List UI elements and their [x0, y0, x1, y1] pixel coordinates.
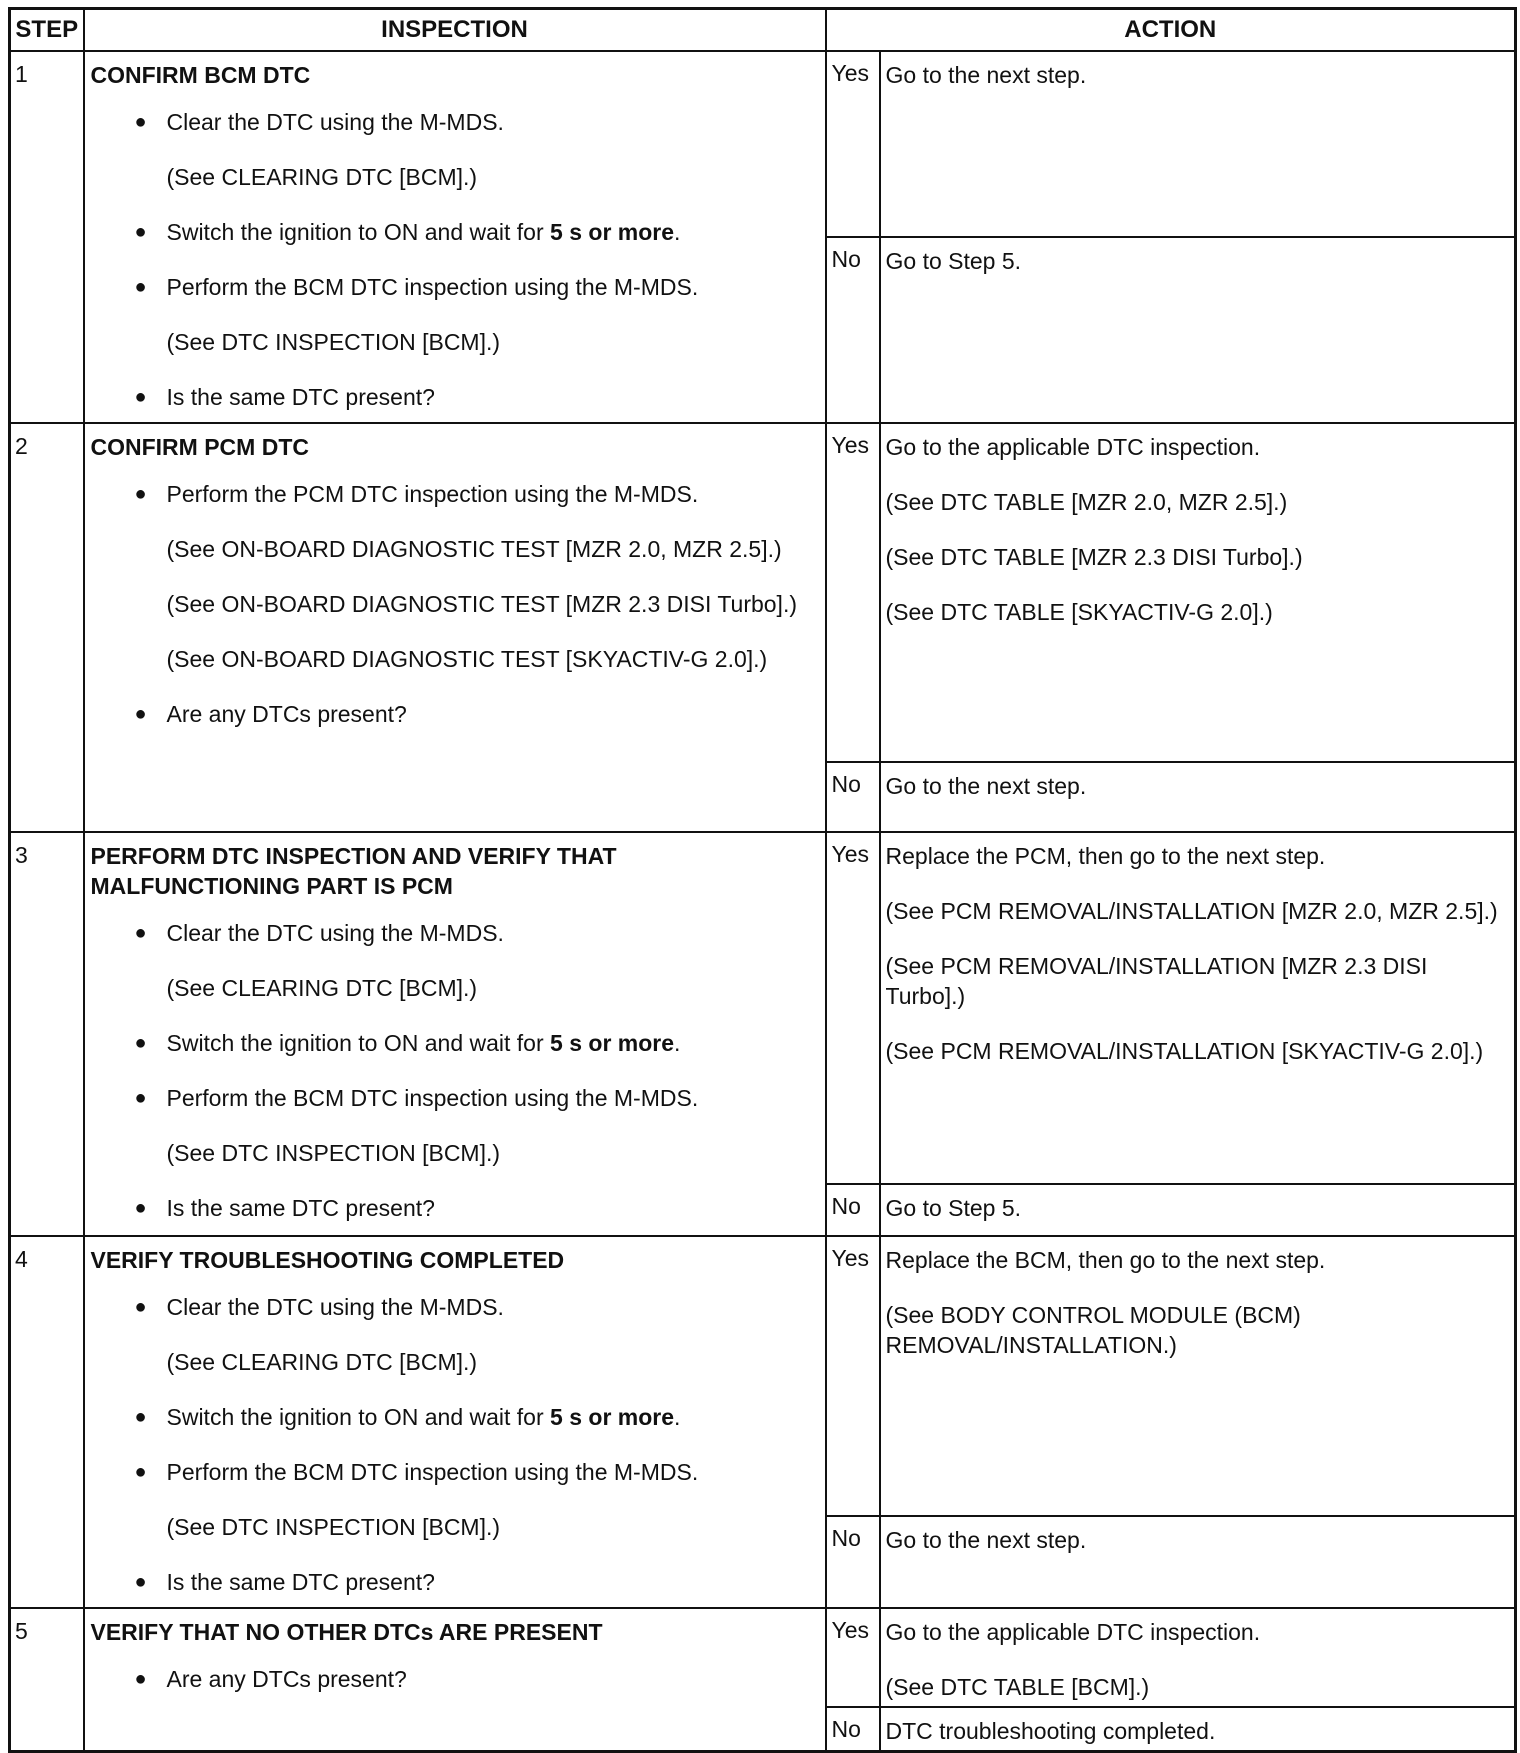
reference-item: [167, 162, 817, 192]
yes-action-cell: [880, 1236, 1516, 1516]
bullet-item: [167, 1457, 817, 1487]
header-row: [10, 9, 1516, 52]
inspection-cell: [84, 51, 826, 423]
header-step: STEP: [10, 9, 84, 52]
bullet-item: [167, 1292, 817, 1322]
action-line: Go to Step 5.: [885, 1195, 1022, 1221]
action-line: Go to the next step.: [885, 62, 1087, 88]
action-line: (See PCM REMOVAL/INSTALLATION [MZR 2.0, MZR 2.5].): [885, 898, 1498, 924]
step-title: VERIFY TROUBLESHOOTING COMPLETED: [90, 1247, 565, 1273]
table-body: [10, 51, 1516, 1752]
step-number: 3: [10, 832, 84, 1236]
reference-item: [167, 589, 817, 619]
step-title: CONFIRM BCM DTC: [90, 62, 311, 88]
item-text: Are any DTCs present?: [166, 701, 407, 727]
item-text: Is the same DTC present?: [166, 1195, 435, 1221]
bullet-item: [167, 1193, 817, 1223]
no-label: No: [826, 762, 880, 832]
reference-item: [167, 973, 817, 1003]
bullet-item: [167, 479, 817, 509]
action-line: (See DTC TABLE [SKYACTIV-G 2.0].): [885, 599, 1273, 625]
no-label: No: [826, 237, 880, 423]
table-row: [10, 1236, 1516, 1516]
reference-item: [167, 1138, 817, 1168]
bullet-item: [167, 1028, 817, 1058]
action-line: (See DTC TABLE [MZR 2.3 DISI Turbo].): [885, 544, 1303, 570]
item-text: Is the same DTC present?: [166, 1569, 435, 1595]
item-emphasis: 5 s or more: [550, 1030, 675, 1056]
action-line: Go to the next step.: [885, 773, 1087, 799]
yes-label: Yes: [826, 832, 880, 1184]
dtc-troubleshooting-table: [8, 7, 1517, 1753]
action-line: (See DTC TABLE [MZR 2.0, MZR 2.5].): [885, 489, 1288, 515]
bullet-item: [167, 382, 817, 412]
bullet-item: [167, 1083, 817, 1113]
bullet-item: [167, 1402, 817, 1432]
bullet-item: [167, 272, 817, 302]
step-title: PERFORM DTC INSPECTION AND VERIFY THAT MALFUNCTIONING PART IS PCM: [90, 843, 617, 899]
action-line: (See PCM REMOVAL/INSTALLATION [MZR 2.3 DISI Turbo].): [885, 953, 1428, 1009]
item-text: (See DTC INSPECTION [BCM].): [166, 1514, 501, 1540]
inspection-cell: [84, 1608, 826, 1752]
step-number: 4: [10, 1236, 84, 1608]
item-emphasis: 5 s or more: [550, 1404, 675, 1430]
reference-item: [167, 1512, 817, 1542]
bullet-item: [167, 1664, 817, 1694]
item-emphasis: 5 s or more: [550, 219, 675, 245]
action-line: DTC troubleshooting completed.: [885, 1718, 1216, 1744]
bullet-item: [167, 918, 817, 948]
reference-item: [167, 534, 817, 564]
no-action-cell: [880, 762, 1516, 832]
item-text: (See ON-BOARD DIAGNOSTIC TEST [MZR 2.3 DISI Turbo].): [166, 591, 798, 617]
item-text: Perform the BCM DTC inspection using the M-MDS.: [166, 274, 699, 300]
yes-label: Yes: [826, 51, 880, 237]
action-line: Replace the PCM, then go to the next step.: [885, 843, 1326, 869]
item-text: (See DTC INSPECTION [BCM].): [166, 329, 501, 355]
no-action-cell: [880, 1184, 1516, 1236]
yes-label: Yes: [826, 1608, 880, 1707]
item-text: (See ON-BOARD DIAGNOSTIC TEST [MZR 2.0, MZR 2.5].): [166, 536, 782, 562]
step-number: 5: [10, 1608, 84, 1752]
no-action-cell: [880, 1707, 1516, 1752]
inspection-cell: [84, 1236, 826, 1608]
bullet-item: [167, 1567, 817, 1597]
action-line: Replace the BCM, then go to the next step.: [885, 1247, 1326, 1273]
item-text: Are any DTCs present?: [166, 1666, 407, 1692]
yes-label: Yes: [826, 423, 880, 762]
reference-item: [167, 644, 817, 674]
no-action-cell: [880, 237, 1516, 423]
no-label: No: [826, 1516, 880, 1608]
table-row: [10, 832, 1516, 1184]
bullet-item: [167, 217, 817, 247]
header-inspection: INSPECTION: [84, 9, 826, 52]
yes-label: Yes: [826, 1236, 880, 1516]
item-text: Clear the DTC using the M-MDS.: [166, 1294, 504, 1320]
troubleshooting-page: [8, 7, 1514, 1753]
bullet-item: [167, 699, 817, 729]
item-text-after: .: [674, 219, 681, 245]
item-text-after: .: [674, 1404, 681, 1430]
reference-item: [167, 1347, 817, 1377]
header-action: ACTION: [826, 9, 1516, 52]
item-text: Clear the DTC using the M-MDS.: [166, 109, 504, 135]
action-line: Go to the applicable DTC inspection.: [885, 434, 1261, 460]
no-action-cell: [880, 1516, 1516, 1608]
action-line: (See DTC TABLE [BCM].): [885, 1674, 1150, 1700]
item-text-after: .: [674, 1030, 681, 1056]
table-row: [10, 423, 1516, 762]
step-number: 2: [10, 423, 84, 832]
yes-action-cell: [880, 51, 1516, 237]
step-title: CONFIRM PCM DTC: [90, 434, 309, 460]
yes-action-cell: [880, 423, 1516, 762]
item-text: (See CLEARING DTC [BCM].): [166, 975, 478, 1001]
step-title: VERIFY THAT NO OTHER DTCs ARE PRESENT: [90, 1619, 603, 1645]
reference-item: [167, 327, 817, 357]
action-line: (See PCM REMOVAL/INSTALLATION [SKYACTIV-G 2.0].): [885, 1038, 1484, 1064]
item-text: Is the same DTC present?: [166, 384, 435, 410]
yes-action-cell: [880, 1608, 1516, 1707]
step-number: 1: [10, 51, 84, 423]
table-row: [10, 1608, 1516, 1707]
no-label: No: [826, 1184, 880, 1236]
item-text: (See ON-BOARD DIAGNOSTIC TEST [SKYACTIV-G 2.0].): [166, 646, 768, 672]
item-text: Perform the BCM DTC inspection using the M-MDS.: [166, 1085, 699, 1111]
action-line: Go to the next step.: [885, 1527, 1087, 1553]
item-text: (See CLEARING DTC [BCM].): [166, 164, 478, 190]
yes-action-cell: [880, 832, 1516, 1184]
action-line: Go to the applicable DTC inspection.: [885, 1619, 1261, 1645]
item-text: Perform the BCM DTC inspection using the M-MDS.: [166, 1459, 699, 1485]
item-text: Switch the ignition to ON and wait for: [166, 1404, 551, 1430]
item-text: (See CLEARING DTC [BCM].): [166, 1349, 478, 1375]
item-text: (See DTC INSPECTION [BCM].): [166, 1140, 501, 1166]
item-text: Switch the ignition to ON and wait for: [166, 1030, 551, 1056]
item-text: Clear the DTC using the M-MDS.: [166, 920, 504, 946]
action-line: (See BODY CONTROL MODULE (BCM) REMOVAL/INSTALLATION.): [885, 1302, 1301, 1358]
item-text: Switch the ignition to ON and wait for: [166, 219, 551, 245]
item-text: Perform the PCM DTC inspection using the M-MDS.: [166, 481, 699, 507]
inspection-cell: [84, 423, 826, 832]
bullet-item: [167, 107, 817, 137]
action-line: Go to Step 5.: [885, 248, 1022, 274]
no-label: No: [826, 1707, 880, 1752]
inspection-cell: [84, 832, 826, 1236]
table-row: [10, 51, 1516, 237]
